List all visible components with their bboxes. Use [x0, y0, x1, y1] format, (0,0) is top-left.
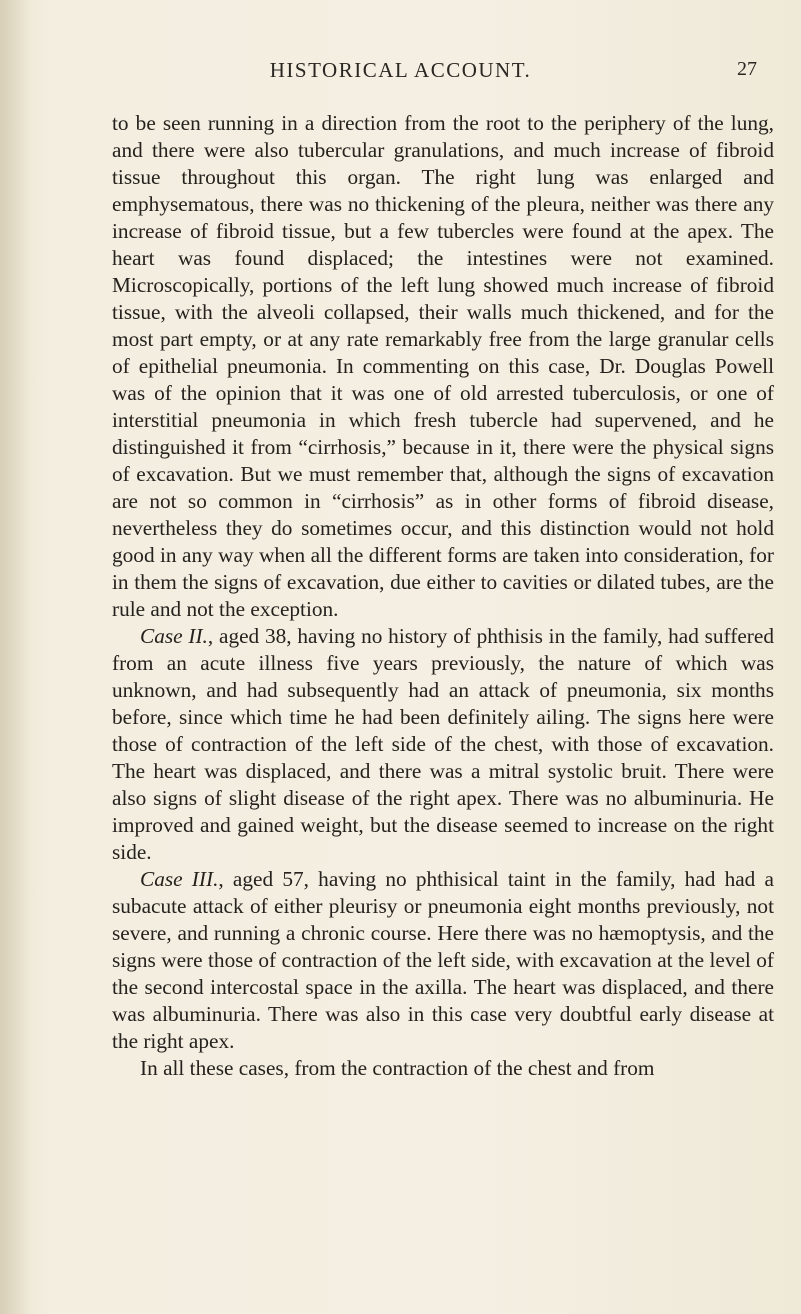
paragraph-case-3	[112, 866, 774, 1055]
running-head: HISTORICAL ACCOUNT.	[269, 58, 532, 82]
body-text	[112, 110, 774, 1082]
gutter-shadow	[0, 0, 30, 1314]
paragraph-text: to be seen running in a direction from the root to the periphery of the lung, and there were also tubercular granulations, and much increase of fibroid tissue throughout this organ. The right lung was enlarged and emphysematous, there was no thickening of the pleura, neither was there any increase of fibroid tissue, but a few tubercles were found at the apex. The heart was found displaced; the intestines were not examined. Microscopically, portions of the left lung showed much increase of fibroid tissue, with the alveoli collapsed, their walls much thickened, and for the most part empty, or at any rate remarkably free from the large granular cells of epithelial pneumonia. In commenting on this case, Dr. Douglas Powell was of the opinion that it was one of old arrested tuberculosis, or one of interstitial pneumonia in which fresh tubercle had supervened, and he distinguished it from “cirrhosis,” because in it, there were the physical signs of excavation. But we must remember that, although the signs of excavation are not so common in “cirrhosis” as in other forms of fibroid disease, nevertheless they do sometimes occur, and this distinction would not hold good in any way when all the different forms are taken into consideration, for in them the signs of excavation, due either to cavities or dilated tubes, are the rule and not the exception.	[112, 111, 774, 621]
paragraph-final	[112, 1055, 774, 1082]
paragraph-text: , aged 57, having no phthisical taint in the family, had had a subacute attack of either pleurisy or pneumonia eight months previously, not severe, and running a chronic course. Here there was no hæmoptysis, and the signs were those of contraction of the left side, with excavation at the level of the second intercostal space in the axilla. The heart was displaced, and there was albuminuria. There was also in this case very doubtful early disease at the right apex.	[112, 867, 774, 1053]
paragraph-text: In all these cases, from the contraction of the chest and from	[140, 1056, 655, 1080]
paragraph-continuation	[112, 110, 774, 623]
page-number: 27	[737, 58, 757, 80]
paragraph-text: , aged 38, having no history of phthisis in the family, had suffered from an acute illness five years previously, the nature of which was unknown, and had subsequently had an attack of pneumonia, six months before, since which time he had been definitely ailing. The signs here were those of contraction of the left side of the chest, with those of excavation. The heart was displaced, and there was a mitral systolic bruit. There were also signs of slight disease of the right apex. There was no albuminuria. He improved and gained weight, but the disease seemed to increase on the right side.	[112, 624, 775, 864]
case-label: Case III.	[140, 867, 219, 891]
paragraph-case-2	[112, 623, 774, 866]
page-header	[0, 58, 801, 84]
case-label: Case II.	[140, 624, 208, 648]
